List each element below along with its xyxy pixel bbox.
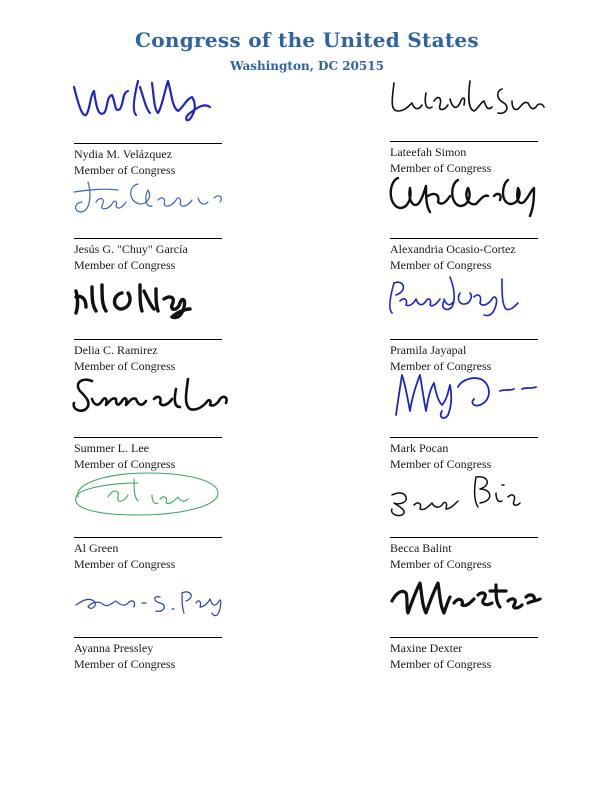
signature-block-balint — [390, 488, 540, 571]
signature-simon — [384, 71, 549, 126]
member-title: Member of Congress — [74, 163, 176, 177]
signature-line — [74, 637, 222, 638]
member-name: Nydia M. Velázquez — [74, 147, 173, 161]
letterhead-address: Washington, DC 20515 — [230, 59, 384, 73]
member-title: Member of Congress — [74, 258, 176, 272]
member-name: Ayanna Pressley — [74, 641, 154, 655]
signature-line — [74, 537, 222, 538]
signature-pressley — [68, 567, 233, 622]
signature-block-lee — [74, 390, 224, 471]
member-name: Al Green — [74, 541, 119, 555]
signature-block-simon — [390, 88, 540, 175]
signature-line — [390, 437, 538, 438]
member-name: Lateefah Simon — [390, 145, 467, 159]
member-title: Member of Congress — [74, 457, 176, 471]
member-title: Member of Congress — [390, 258, 492, 272]
member-name: Delia C. Ramirez — [74, 343, 158, 357]
letterhead — [0, 28, 614, 73]
signature-ramirez — [68, 269, 233, 324]
member-title: Member of Congress — [74, 557, 176, 571]
signature-line — [74, 437, 222, 438]
signature-block-ocasio-cortez — [390, 189, 540, 272]
signature-pocan — [384, 367, 549, 422]
signature-balint — [384, 467, 549, 522]
signature-block-jayapal — [390, 290, 540, 373]
member-name: Maxine Dexter — [390, 641, 463, 655]
signature-line — [390, 637, 538, 638]
member-name: Pramila Jayapal — [390, 343, 467, 357]
signature-line — [390, 141, 538, 142]
signature-block-garcia — [74, 189, 224, 272]
signature-block-pocan — [390, 390, 540, 471]
member-title: Member of Congress — [390, 359, 492, 373]
signature-line — [390, 537, 538, 538]
member-name: Becca Balint — [390, 541, 452, 555]
signature-line — [74, 238, 222, 239]
signature-block-green — [74, 488, 224, 571]
signature-velazquez — [68, 73, 233, 128]
member-title: Member of Congress — [390, 557, 492, 571]
signature-block-velazquez — [74, 88, 224, 177]
member-title: Member of Congress — [390, 657, 492, 671]
signature-line — [74, 339, 222, 340]
member-title: Member of Congress — [74, 359, 176, 373]
signature-line — [390, 339, 538, 340]
signature-line — [74, 143, 222, 144]
member-title: Member of Congress — [390, 161, 492, 175]
signature-block-ramirez — [74, 290, 224, 373]
member-name: Mark Pocan — [390, 441, 449, 455]
letterhead-title: Congress of the United States — [135, 28, 479, 52]
signature-dexter — [384, 567, 549, 622]
member-name: Jesús G. "Chuy" García — [74, 242, 188, 256]
signature-block-pressley — [74, 588, 224, 671]
member-title: Member of Congress — [74, 657, 176, 671]
signature-lee — [68, 367, 233, 422]
signature-garcia — [68, 168, 233, 223]
signature-jayapal — [384, 269, 549, 324]
signature-green — [68, 467, 233, 522]
member-name: Summer L. Lee — [74, 441, 149, 455]
member-title: Member of Congress — [390, 457, 492, 471]
signature-line — [390, 238, 538, 239]
member-name: Alexandria Ocasio-Cortez — [390, 242, 516, 256]
signature-ocasio-cortez — [384, 168, 549, 223]
signature-block-dexter — [390, 588, 540, 671]
